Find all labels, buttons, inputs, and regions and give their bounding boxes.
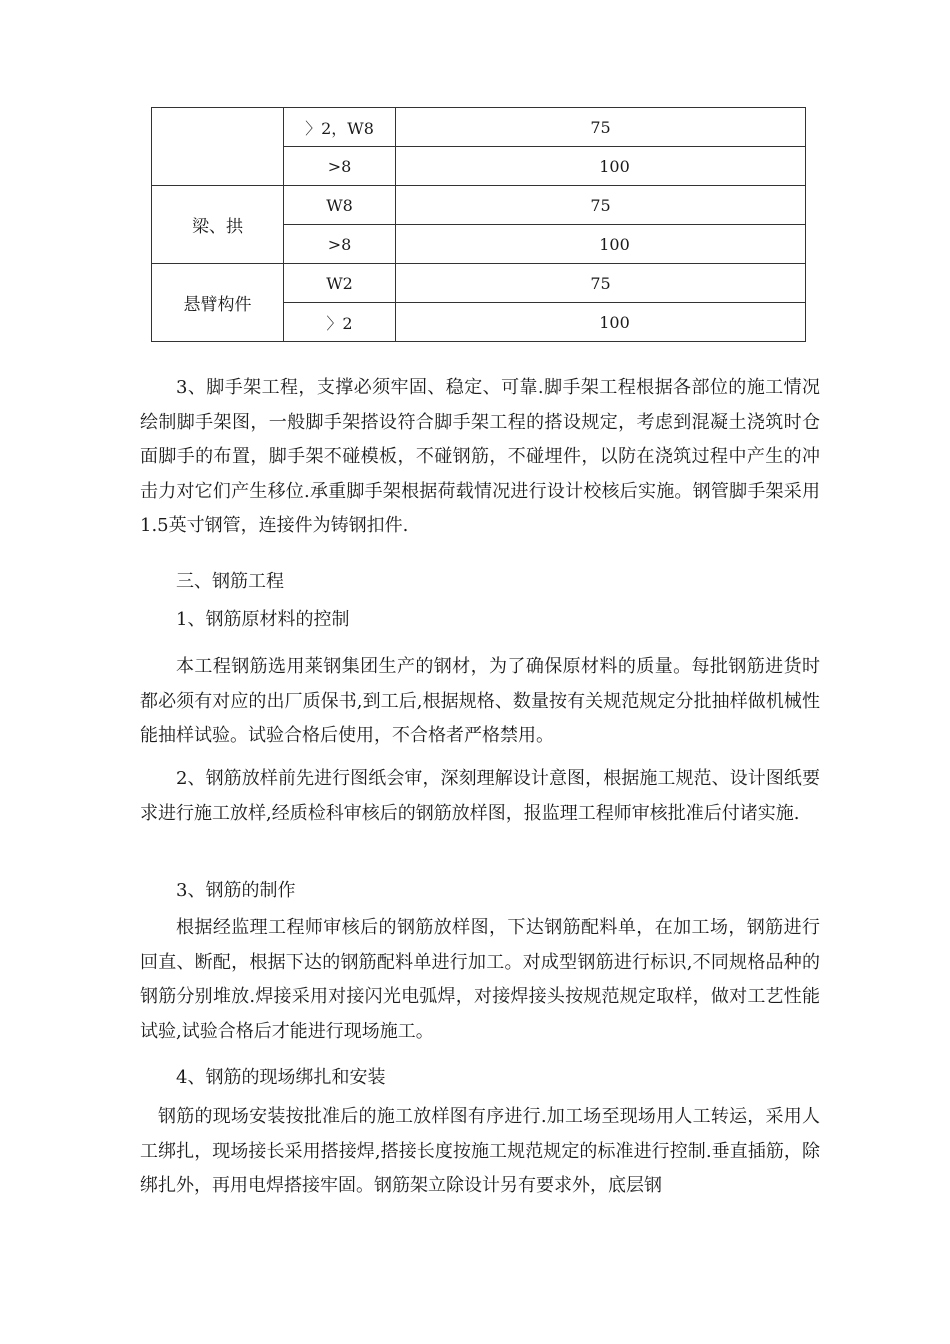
subsection-heading: 3、钢筋的制作 xyxy=(176,880,296,901)
table-cell-condition: W8 xyxy=(284,186,396,225)
section-heading: 三、钢筋工程 xyxy=(176,571,284,592)
table-cell-value: 100 xyxy=(396,303,806,342)
table-cell-group: 梁、拱 xyxy=(152,186,284,264)
table-cell-condition: 〉2 xyxy=(284,303,396,342)
table-cell-value: 75 xyxy=(396,264,806,303)
subsection-heading: 1、钢筋原材料的控制 xyxy=(176,609,350,630)
table-cell-value: 100 xyxy=(396,147,806,186)
table-row xyxy=(152,186,806,225)
paragraph-fabrication: 根据经监理工程师审核后的钢筋放样图，下达钢筋配料单，在加工场，钢筋进行回直、断配，根据下达的钢筋配料单进行加工。对成型钢筋进行标识,不同规格品种的钢筋分别堆放.焊接采用对接闪光电弧焊，对接焊接头按规范规定取样，做对工艺性能试验,试验合格后才能进行现场施工。 xyxy=(140,917,820,1042)
table-cell-condition: >8 xyxy=(284,147,396,186)
table-row xyxy=(152,264,806,303)
table-cell-group xyxy=(152,108,284,186)
table-cell-condition: W2 xyxy=(284,264,396,303)
paragraph-layout: 2、钢筋放样前先进行图纸会审，深刻理解设计意图，根据施工规范、设计图纸要求进行施工放样,经质检科审核后的钢筋放样图，报监理工程师审核批准后付诸实施. xyxy=(140,768,820,824)
table-cell-value: 75 xyxy=(396,108,806,147)
table-cell-condition: 〉2，W8 xyxy=(284,108,396,147)
table-cell-value: 75 xyxy=(396,186,806,225)
paragraph-installation: 钢筋的现场安装按批准后的施工放样图有序进行.加工场至现场用人工转运，采用人工绑扎，现场接长采用搭接焊,搭接长度按施工规范规定的标准进行控制.垂直插筋，除绑扎外，再用电焊搭接牢固。钢筋架立除设计另有要求外，底层钢 xyxy=(140,1106,820,1196)
subsection-heading: 4、钢筋的现场绑扎和安装 xyxy=(176,1067,386,1088)
table-cell-value: 100 xyxy=(396,225,806,264)
paragraph-scaffolding: 3、脚手架工程，支撑必须牢固、稳定、可靠.脚手架工程根据各部位的施工情况绘制脚手架图，一般脚手架搭设符合脚手架工程的搭设规定，考虑到混凝土浇筑时仓面脚手的布置，脚手架不碰模板，不碰钢筋，不碰埋件，以防在浇筑过程中产生的冲击力对它们产生移位.承重脚手架根据荷载情况进行设计校核后实施。钢管脚手架采用1.5英寸钢管，连接件为铸钢扣件. xyxy=(140,377,820,536)
table-cell-condition: >8 xyxy=(284,225,396,264)
table-cell-group: 悬臂构件 xyxy=(152,264,284,342)
table-row xyxy=(152,108,806,147)
requirements-table xyxy=(151,107,806,342)
paragraph-raw-materials: 本工程钢筋选用莱钢集团生产的钢材，为了确保原材料的质量。每批钢筋进货时都必须有对应的出厂质保书,到工后,根据规格、数量按有关规范规定分批抽样做机械性能抽样试验。试验合格后使用，不合格者严格禁用。 xyxy=(140,656,820,746)
